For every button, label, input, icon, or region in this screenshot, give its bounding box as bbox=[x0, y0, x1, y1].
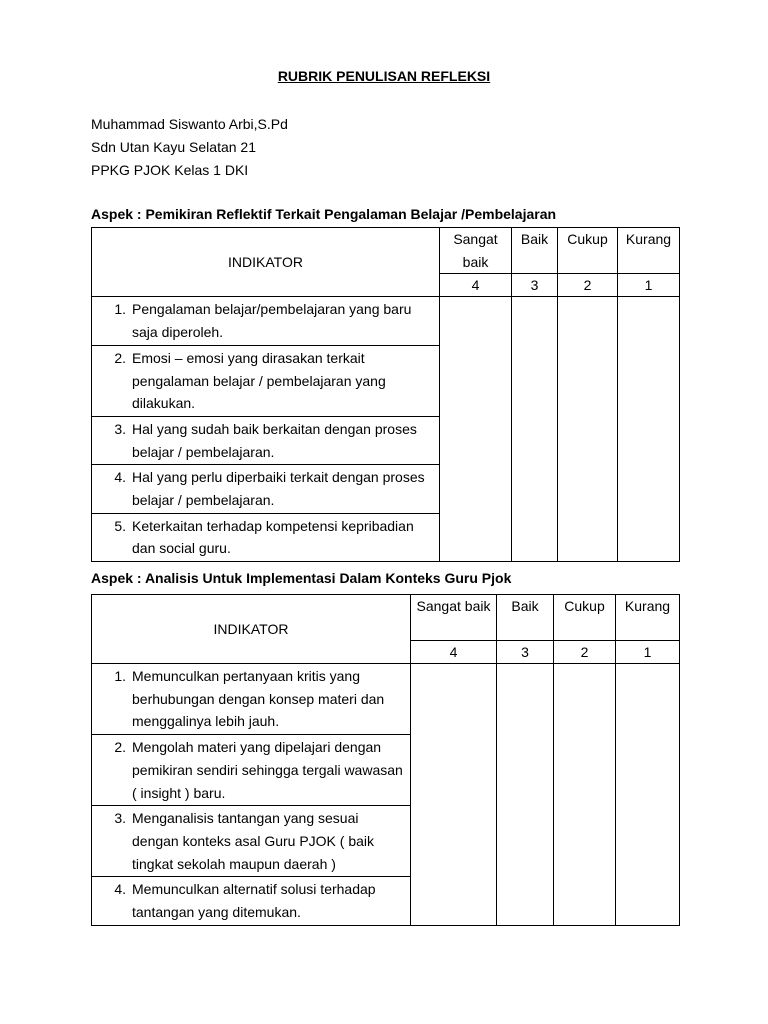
indicator-text: Keterkaitan terhadap kompetensi kepribadian dan social guru. bbox=[132, 517, 414, 557]
score-cell-3[interactable] bbox=[512, 297, 558, 562]
indicator-number: 4. bbox=[114, 881, 126, 898]
indicator-item bbox=[92, 465, 440, 513]
level-label-cukup: Cukup bbox=[554, 595, 616, 641]
aspect-heading-2: Aspek : Analisis Untuk Implementasi Dalam Konteks Guru Pjok bbox=[91, 570, 512, 586]
level-label-sangat-baik: Sangat baik bbox=[411, 595, 497, 641]
level-label-baik: Baik bbox=[512, 228, 558, 274]
indicator-text: Pengalaman belajar/pembelajaran yang baru saja diperoleh. bbox=[132, 301, 412, 341]
indicator-text: Memunculkan alternatif solusi terhadap tantangan yang ditemukan. bbox=[132, 881, 376, 921]
author-school: Sdn Utan Kayu Selatan 21 bbox=[91, 139, 257, 155]
indicator-text: Emosi – emosi yang dirasakan terkait pengalaman belajar / pembelajaran yang dilakukan. bbox=[132, 349, 386, 412]
score-cell-2[interactable] bbox=[554, 664, 616, 926]
indicator-text: Memunculkan pertanyaan kritis yang berhubungan dengan konsep materi dan menggalinya lebih jauh. bbox=[132, 668, 385, 730]
indicator-text: Hal yang perlu diperbaiki terkait dengan proses belajar / pembelajaran. bbox=[132, 469, 425, 509]
level-label-cukup: Cukup bbox=[558, 228, 618, 274]
level-score-4: 4 bbox=[411, 641, 497, 664]
level-score-2: 2 bbox=[558, 274, 618, 297]
indicator-number: 2. bbox=[114, 739, 126, 756]
indicator-number: 4. bbox=[114, 469, 126, 486]
level-score-1: 1 bbox=[618, 274, 680, 297]
indicator-text: Menganalisis tantangan yang sesuai dengan konteks asal Guru PJOK ( baik tingkat sekolah maupun daerah ) bbox=[132, 810, 375, 872]
level-score-3: 3 bbox=[497, 641, 554, 664]
indicator-number: 2. bbox=[114, 349, 126, 366]
level-score-3: 3 bbox=[512, 274, 558, 297]
indicator-header: INDIKATOR bbox=[92, 228, 440, 297]
indicator-item bbox=[92, 735, 411, 806]
level-label-kurang: Kurang bbox=[618, 228, 680, 274]
indicator-item bbox=[92, 297, 440, 345]
score-cell-1[interactable] bbox=[618, 297, 680, 562]
indicator-number: 5. bbox=[114, 517, 126, 534]
indicator-text: Mengolah materi yang dipelajari dengan pemikiran sendiri sehingga tergali wawasan ( insight ) baru. bbox=[132, 739, 403, 801]
indicator-number: 3. bbox=[114, 810, 126, 827]
rubric-table-2 bbox=[91, 594, 680, 926]
level-label-baik: Baik bbox=[497, 595, 554, 641]
level-score-2: 2 bbox=[554, 641, 616, 664]
document-title: RUBRIK PENULISAN REFLEKSI bbox=[277, 68, 491, 84]
indicator-item bbox=[92, 664, 411, 735]
indicator-text: Hal yang sudah baik berkaitan dengan proses belajar / pembelajaran. bbox=[132, 420, 417, 460]
score-cell-1[interactable] bbox=[616, 664, 680, 926]
author-program: PPKG PJOK Kelas 1 DKI bbox=[91, 162, 249, 178]
indicator-item bbox=[92, 416, 440, 464]
score-cell-4[interactable] bbox=[440, 297, 512, 562]
score-cell-3[interactable] bbox=[497, 664, 554, 926]
indicator-item bbox=[92, 345, 440, 416]
indicator-item bbox=[92, 806, 411, 877]
indicator-header: INDIKATOR bbox=[92, 595, 411, 664]
author-name: Muhammad Siswanto Arbi,S.Pd bbox=[91, 116, 288, 132]
aspect-heading-1: Aspek : Pemikiran Reflektif Terkait Pengalaman Belajar /Pembelajaran bbox=[91, 206, 557, 222]
indicator-item bbox=[92, 513, 440, 561]
score-cell-2[interactable] bbox=[558, 297, 618, 562]
level-score-4: 4 bbox=[440, 274, 512, 297]
level-label-kurang: Kurang bbox=[616, 595, 680, 641]
indicator-number: 1. bbox=[114, 301, 126, 318]
rubric-table-1 bbox=[91, 227, 680, 562]
indicator-number: 3. bbox=[114, 420, 126, 437]
indicator-item bbox=[92, 877, 411, 925]
level-label-sangat-baik: Sangat baik bbox=[440, 228, 512, 274]
indicator-number: 1. bbox=[114, 668, 126, 684]
level-score-1: 1 bbox=[616, 641, 680, 664]
score-cell-4[interactable] bbox=[411, 664, 497, 926]
